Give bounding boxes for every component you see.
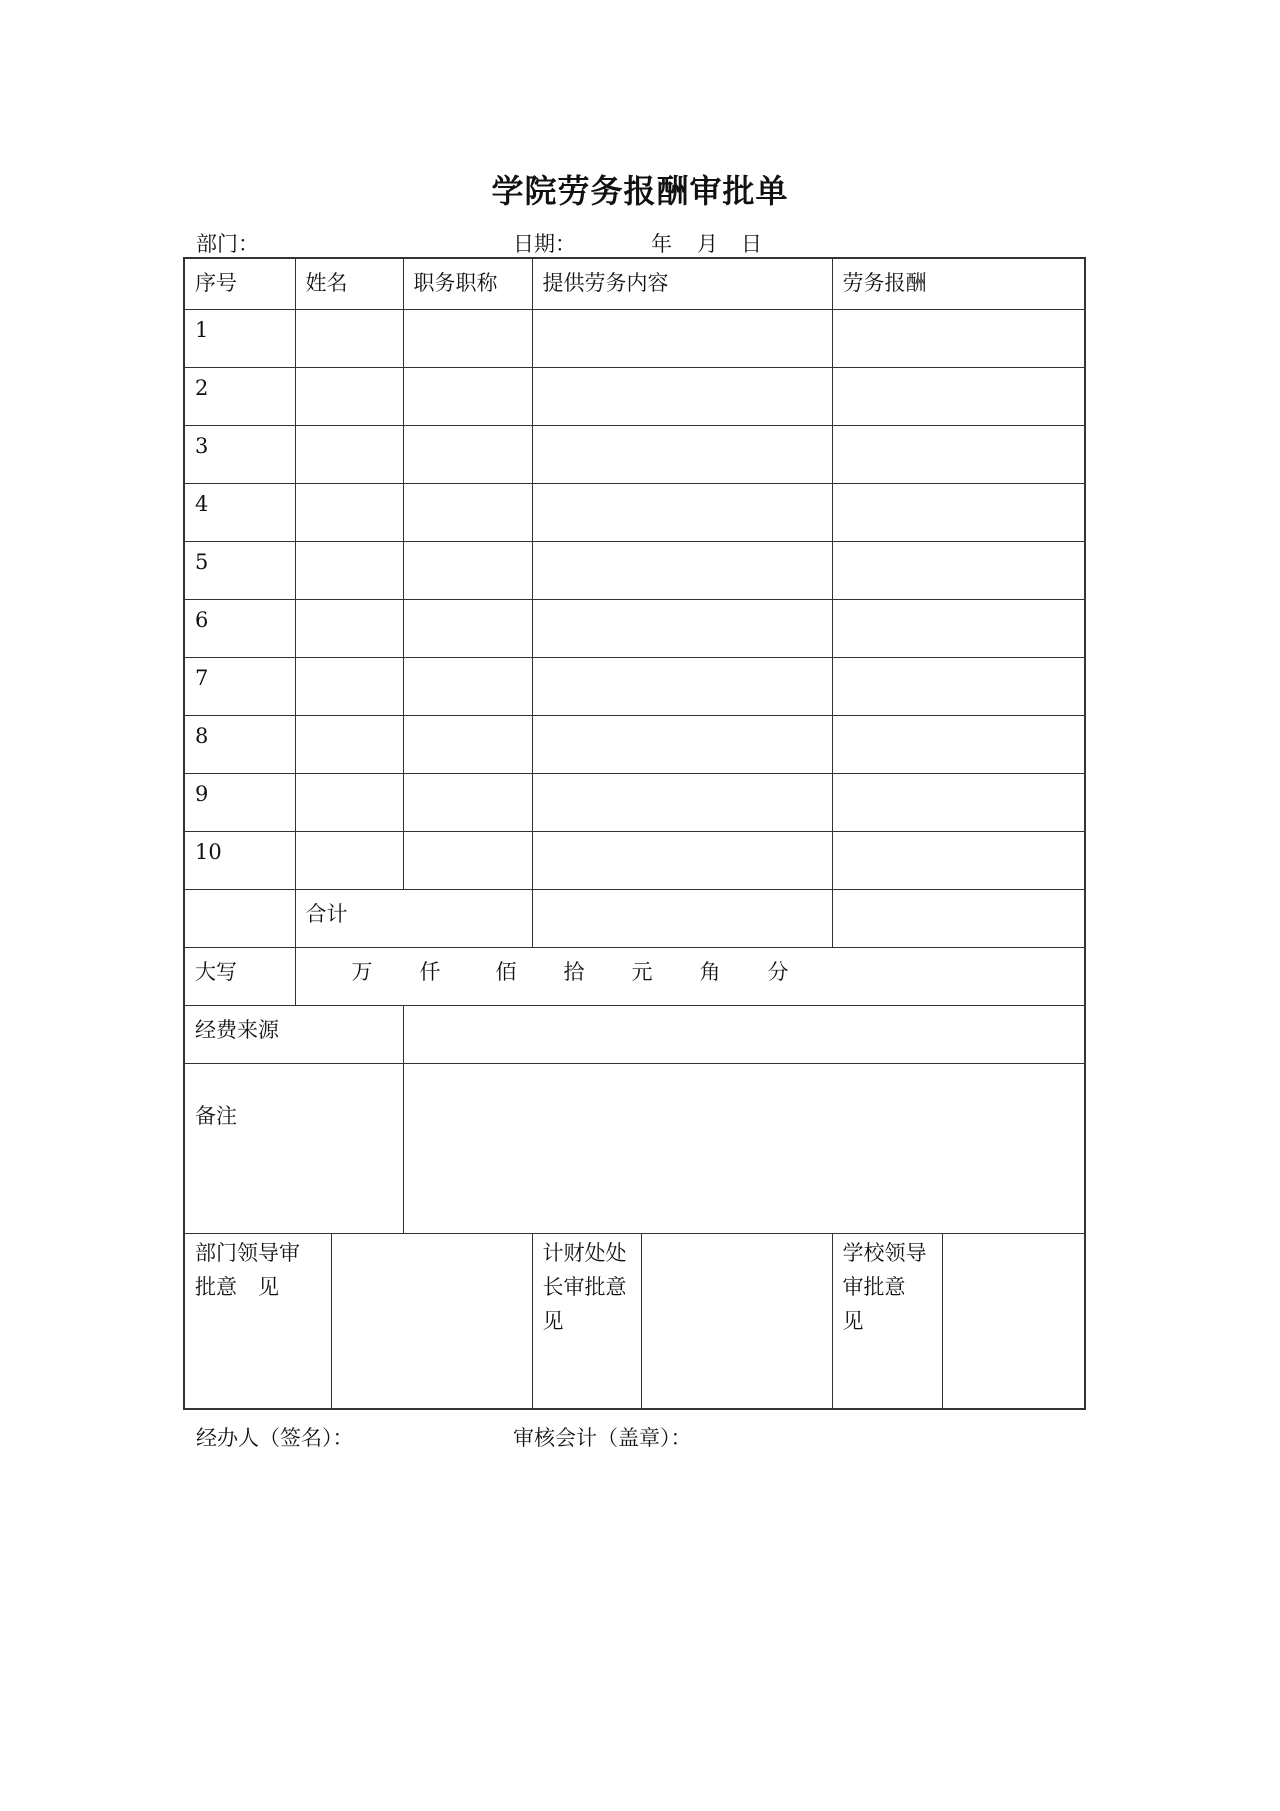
name-cell[interactable] <box>295 599 403 657</box>
remark-field[interactable] <box>403 1063 1085 1233</box>
header-cell: 劳务报酬 <box>832 258 1085 309</box>
amount-cell[interactable] <box>832 483 1085 541</box>
name-cell[interactable] <box>295 657 403 715</box>
title-cell[interactable] <box>403 309 532 367</box>
title-cell[interactable] <box>403 599 532 657</box>
upper-amount-row <box>184 947 1085 1005</box>
table-row <box>184 831 1085 889</box>
service-cell[interactable] <box>532 367 832 425</box>
title-cell[interactable] <box>403 715 532 773</box>
header-cell: 职务职称 <box>403 258 532 309</box>
amount-cell[interactable] <box>832 831 1085 889</box>
table-row <box>184 657 1085 715</box>
table-row <box>184 425 1085 483</box>
approval-form-table <box>183 257 1086 1410</box>
header-cell: 姓名 <box>295 258 403 309</box>
header-cell: 序号 <box>184 258 295 309</box>
service-cell[interactable] <box>532 657 832 715</box>
title-cell[interactable] <box>403 483 532 541</box>
title-cell[interactable] <box>403 425 532 483</box>
row-number: 3 <box>184 425 295 483</box>
dept-leader-approval-label: 部门领导审批意 见 <box>184 1233 331 1409</box>
amount-cell[interactable] <box>832 541 1085 599</box>
fund-source-row <box>184 1005 1085 1063</box>
table-row <box>184 367 1085 425</box>
fund-source-label: 经费来源 <box>184 1005 403 1063</box>
name-cell[interactable] <box>295 715 403 773</box>
amount-cell[interactable] <box>832 773 1085 831</box>
table-row <box>184 773 1085 831</box>
service-cell[interactable] <box>532 541 832 599</box>
name-cell[interactable] <box>295 425 403 483</box>
unit-jiao: 角 <box>699 959 721 984</box>
table-row <box>184 309 1085 367</box>
total-row <box>184 889 1085 947</box>
row-number: 7 <box>184 657 295 715</box>
name-cell[interactable] <box>295 309 403 367</box>
total-blank-cell <box>184 889 295 947</box>
amount-cell[interactable] <box>832 425 1085 483</box>
accountant-stamp-label: 审核会计（盖章）： <box>513 1426 692 1450</box>
finance-director-approval-field[interactable] <box>641 1233 832 1409</box>
amount-cell[interactable] <box>832 599 1085 657</box>
table-row <box>184 599 1085 657</box>
total-amount-cell[interactable] <box>832 889 1085 947</box>
remark-label: 备注 <box>184 1063 403 1233</box>
name-cell[interactable] <box>295 773 403 831</box>
title-cell[interactable] <box>403 657 532 715</box>
service-cell[interactable] <box>532 715 832 773</box>
unit-shi: 拾 <box>563 959 585 984</box>
row-number: 8 <box>184 715 295 773</box>
service-cell[interactable] <box>532 599 832 657</box>
title-cell[interactable] <box>403 831 532 889</box>
row-number: 2 <box>184 367 295 425</box>
date-label: 日期： <box>513 232 576 256</box>
name-cell[interactable] <box>295 367 403 425</box>
title-cell[interactable] <box>403 773 532 831</box>
finance-director-approval-label: 计财处处长审批意见 <box>532 1233 641 1409</box>
row-number: 9 <box>184 773 295 831</box>
amount-cell[interactable] <box>832 715 1085 773</box>
fund-source-field[interactable] <box>403 1005 1085 1063</box>
day-label: 日 <box>741 232 762 256</box>
upper-amount-field[interactable] <box>295 947 1085 1005</box>
name-cell[interactable] <box>295 831 403 889</box>
service-cell[interactable] <box>532 309 832 367</box>
service-cell[interactable] <box>532 831 832 889</box>
row-number: 4 <box>184 483 295 541</box>
school-leader-approval-label: 学校领导审批意 见 <box>832 1233 942 1409</box>
remark-row <box>184 1063 1085 1233</box>
unit-qian: 仟 <box>419 959 441 984</box>
handler-signature-label: 经办人（签名）： <box>196 1426 354 1450</box>
table-header-row <box>184 258 1085 309</box>
service-cell[interactable] <box>532 425 832 483</box>
table-row <box>184 715 1085 773</box>
service-cell[interactable] <box>532 773 832 831</box>
name-cell[interactable] <box>295 483 403 541</box>
department-label: 部门： <box>196 232 259 256</box>
year-label: 年 <box>651 232 672 256</box>
name-cell[interactable] <box>295 541 403 599</box>
table-row <box>184 483 1085 541</box>
title-cell[interactable] <box>403 541 532 599</box>
unit-bai: 佰 <box>495 959 517 984</box>
title-cell[interactable] <box>403 367 532 425</box>
unit-yuan: 元 <box>631 959 653 984</box>
amount-cell[interactable] <box>832 657 1085 715</box>
header-cell: 提供劳务内容 <box>532 258 832 309</box>
amount-cell[interactable] <box>832 367 1085 425</box>
amount-cell[interactable] <box>832 309 1085 367</box>
school-leader-approval-field[interactable] <box>942 1233 1085 1409</box>
unit-fen: 分 <box>767 959 789 984</box>
total-service-cell[interactable] <box>532 889 832 947</box>
table-row <box>184 541 1085 599</box>
total-label: 合计 <box>295 889 532 947</box>
dept-leader-approval-field[interactable] <box>331 1233 532 1409</box>
service-cell[interactable] <box>532 483 832 541</box>
row-number: 10 <box>184 831 295 889</box>
row-number: 6 <box>184 599 295 657</box>
upper-amount-label: 大写 <box>184 947 295 1005</box>
approval-row <box>184 1233 1085 1409</box>
unit-wan: 万 <box>351 959 373 984</box>
row-number: 1 <box>184 309 295 367</box>
month-label: 月 <box>697 232 718 256</box>
page-title: 学院劳务报酬审批单 <box>491 172 789 210</box>
row-number: 5 <box>184 541 295 599</box>
